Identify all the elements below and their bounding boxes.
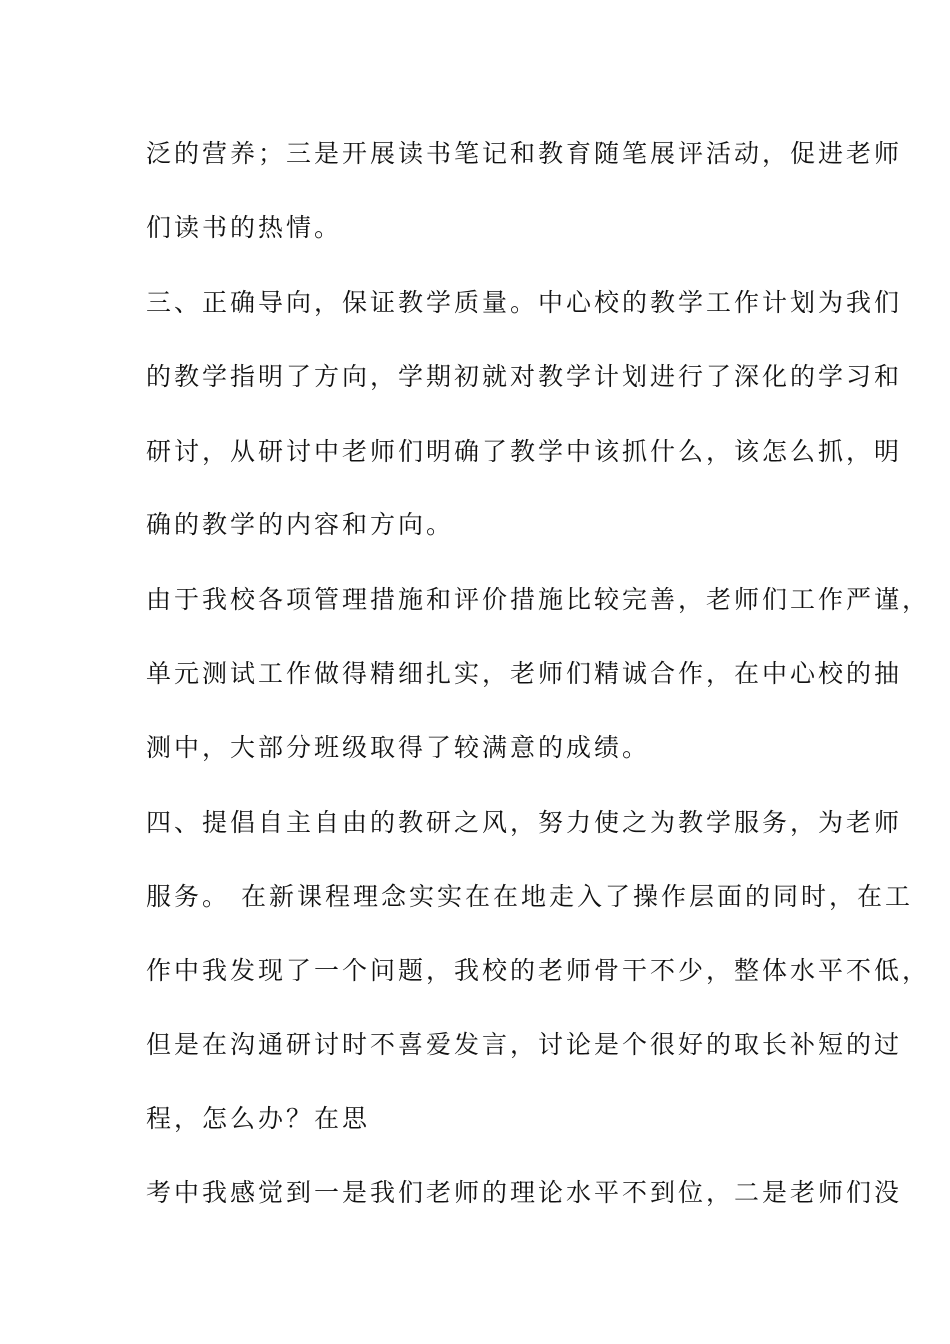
text-line: 测中，大部分班级取得了较满意的成绩。 [146,733,651,762]
text-line: 们读书的热情。 [146,213,343,242]
text-line: 由于我校各项管理措施和评价措施比较完善，老师们工作严谨， [146,585,931,614]
text-line: 三、正确导向，保证教学质量。中心校的教学工作计划为我们 [146,288,903,317]
text-line: 四、提倡自主自由的教研之风，努力使之为教学服务，为老师 [146,808,903,837]
text-line: 的教学指明了方向，学期初就对教学计划进行了深化的学习和 [146,362,903,391]
text-line: 但是在沟通研讨时不喜爱发言，讨论是个很好的取长补短的过 [146,1030,903,1059]
text-line: 作中我发现了一个问题，我校的老师骨干不少，整体水平不低， [146,956,931,985]
text-line: 泛的营养；三是开展读书笔记和教育随笔展评活动，促进老师 [146,139,903,168]
text-line: 单元测试工作做得精细扎实，老师们精诚合作，在中心校的抽 [146,659,903,688]
text-line: 确的教学的内容和方向。 [146,510,455,539]
text-line: 研讨，从研讨中老师们明确了教学中该抓什么，该怎么抓，明 [146,437,903,466]
text-line: 服务。 在新课程理念实实在在地走入了操作层面的同时，在工 [146,882,913,911]
text-line: 考中我感觉到一是我们老师的理论水平不到位，二是老师们没 [146,1178,903,1207]
text-line: 程，怎么办？在思 [146,1104,371,1133]
